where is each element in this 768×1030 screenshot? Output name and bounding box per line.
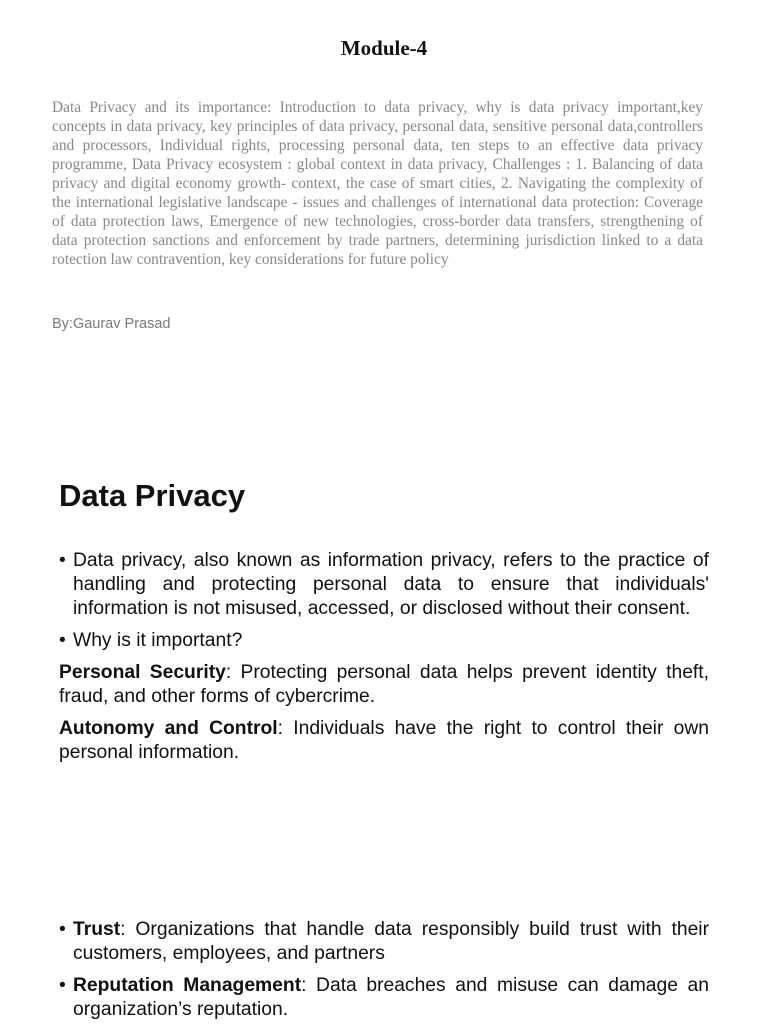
slide-importance-continued: [0, 900, 768, 1024]
term-description: : Organizations that handle data responsibly build trust with their customers, employees, and partners: [73, 919, 709, 964]
term-label: Autonomy and Control: [59, 718, 278, 739]
term-label: Reputation Management: [73, 975, 302, 996]
term-description: : Individuals have the right to control their own personal information.: [59, 718, 709, 763]
bullet-item: [59, 629, 709, 653]
term-label: Trust: [73, 919, 121, 940]
bullet-icon: •: [59, 975, 66, 996]
module-title: Module-4: [340, 36, 428, 60]
bullet-text: Why is it important?: [73, 630, 243, 651]
bullet-text: Data privacy, also known as information privacy, refers to the practice of handling and protecting personal data to ensure that individuals' information is not misused, accessed, or disclosed without their consent.: [73, 550, 709, 619]
author-credit: By:Gaurav Prasad: [52, 316, 171, 332]
slide-module-overview: [0, 0, 768, 400]
term-description: : Data breaches and misuse can damage an organization’s reputation.: [73, 975, 709, 1020]
bullet-item: [59, 549, 709, 621]
bullet-icon: •: [59, 550, 66, 571]
paragraph-autonomy-control: [59, 717, 709, 765]
term-label: Personal Security: [59, 662, 226, 683]
bullet-icon: •: [59, 919, 66, 940]
slide-content: [59, 549, 709, 773]
bullet-item: [59, 974, 709, 1022]
slide-heading: Data Privacy: [59, 478, 246, 513]
paragraph-personal-security: [59, 661, 709, 709]
module-syllabus-text: Data Privacy and its importance: Introduction to data privacy, why is data privacy important,key concepts in data privacy, key principles of data privacy, personal data, sensitive personal data,controllers and processors, Individual rights, processing personal data, ten steps to an effective data privacy programme, Data Privacy ecosystem : global context in data privacy, Challenges : 1. Balancing of data privacy and digital economy growth- context, the case of smart cities, 2. Navigating the complexity of the international legislative landscape - issues and challenges of international data protection: Coverage of data protection laws, Emergence of new technologies, cross-border data transfers, strengthening of data protection sanctions and enforcement by trade partners, determining jurisdiction linked to a data rotection law contravention, key considerations for future policy: [52, 99, 703, 268]
term-description: : Protecting personal data helps prevent identity theft, fraud, and other forms of cybercrime.: [59, 662, 709, 707]
bullet-item: [59, 918, 709, 966]
bullet-icon: •: [59, 630, 66, 651]
slide-content: [59, 918, 709, 1030]
slide-data-privacy: [0, 460, 768, 860]
